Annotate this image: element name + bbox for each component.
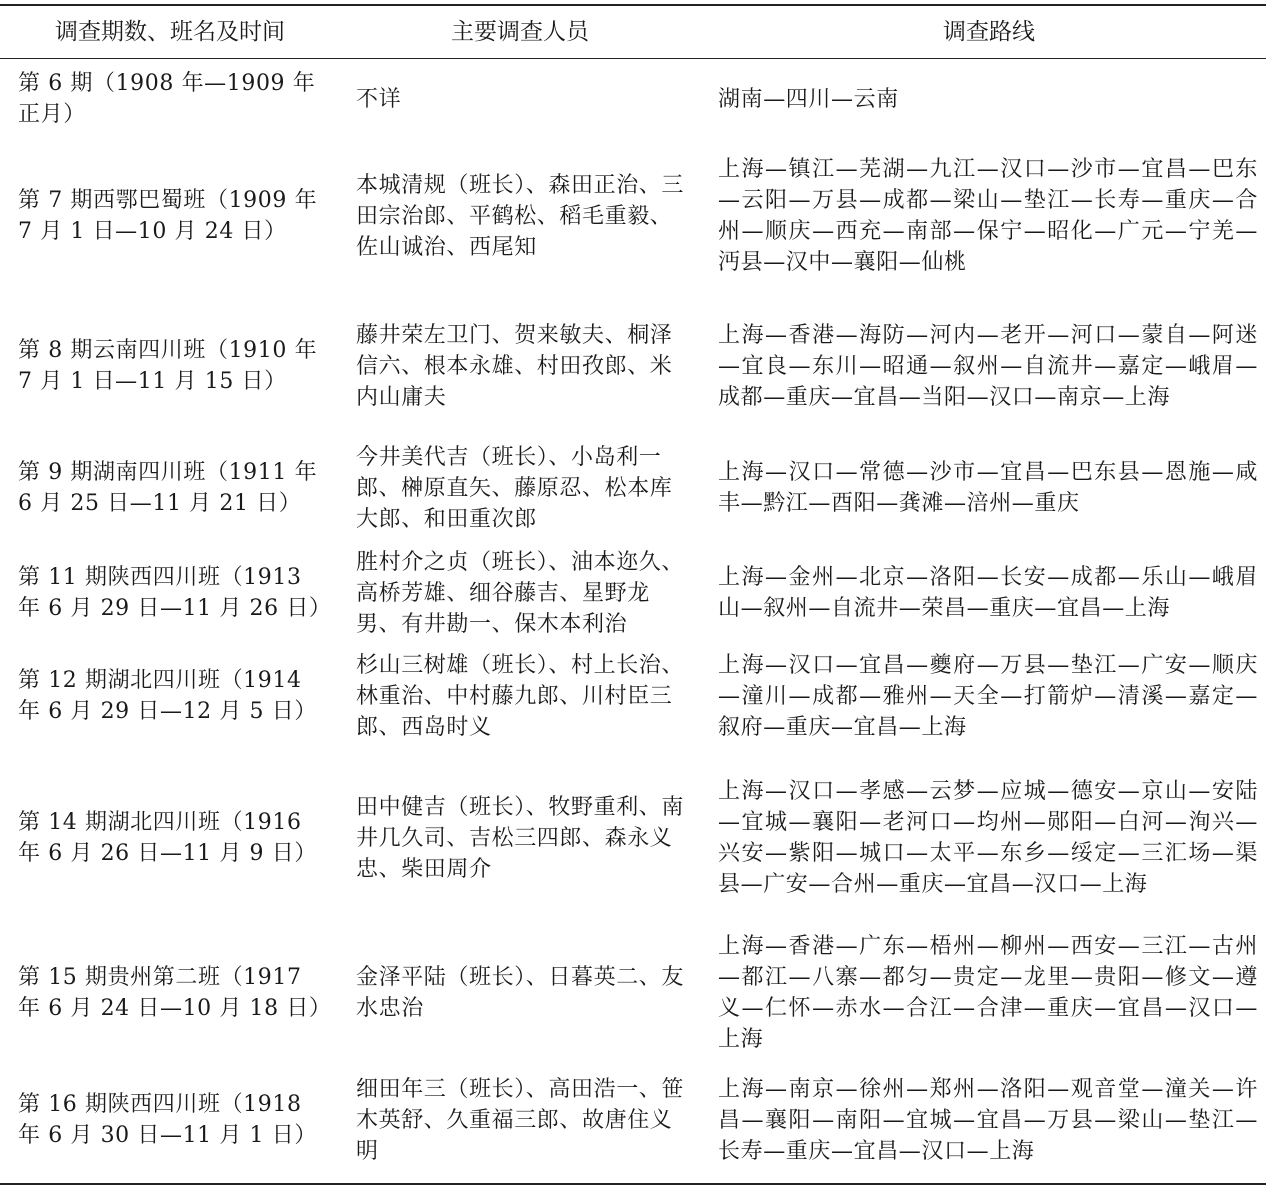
period-cell: 第 15 期贵州第二班（1917 年 6 月 24 日—10 月 18 日） [18, 965, 332, 1021]
table-row [0, 300, 1266, 432]
period-cell: 第 8 期云南四川班（1910 年 7 月 1 日—11 月 15 日） [18, 338, 318, 394]
members-cell: 金泽平陆（班长）、日暮英二、友水忠治 [356, 965, 685, 1021]
header-period: 调查期数、班名及时间 [55, 19, 285, 45]
period-cell: 第 12 期湖北四川班（1914 年 6 月 29 日—12 月 5 日） [18, 668, 317, 724]
table-row [0, 543, 1266, 643]
members-cell: 今井美代吉（班长）、小岛利一郎、榊原直矢、藤原忍、松本库大郎、和田重次郎 [356, 444, 673, 532]
table-row [0, 928, 1266, 1058]
table-row [0, 438, 1266, 538]
route-cell: 上海—汉口—孝感—云梦—应城—德安—京山—安陆—宜城—襄阳—老河口—均州—郧阳—白河—洵兴—兴安—紫阳—城口—太平—东乡—绥定—三汇场—渠县—广安—合州—重庆—宜昌—汉口—上海 [718, 779, 1258, 897]
period-cell: 第 9 期湖南四川班（1911 年 6 月 25 日—11 月 21 日） [18, 460, 318, 516]
route-cell: 上海—汉口—宜昌—夔府—万县—垫江—广安—顺庆—潼川—成都—雅州—天全—打箭炉—清溪—嘉定—叙府—重庆—宜昌—上海 [718, 652, 1258, 740]
route-cell: 湖南—四川—云南 [718, 86, 899, 112]
members-cell: 胜村介之贞（班长）、油本迩久、高桥芳雄、细谷藤吉、星野龙男、有井勘一、保木本利治 [356, 549, 685, 637]
table-row [0, 136, 1266, 296]
table-header-row [0, 6, 1266, 58]
period-cell: 第 14 期湖北四川班（1916 年 6 月 26 日—11 月 9 日） [18, 810, 317, 866]
route-cell: 上海—南京—徐州—郑州—洛阳—观音堂—潼关—许昌—襄阳—南阳—宜城—宜昌—万县—梁山—垫江—长寿—重庆—宜昌—汉口—上海 [718, 1076, 1258, 1164]
members-cell: 杉山三树雄（班长）、村上长治、林重治、中村藤九郎、川村臣三郎、西岛时义 [356, 652, 685, 740]
table-bottom-rule [0, 1183, 1266, 1185]
route-cell: 上海—香港—广东—梧州—柳州—西安—三江—古州—都江—八寨—都匀—贵定—龙里—贵阳—修文—遵义—仁怀—赤水—合江—合津—重庆—宜昌—汉口—上海 [718, 934, 1258, 1052]
members-cell: 藤井荣左卫门、贺来敏夫、桐泽信六、根本永雄、村田孜郎、米内山庸夫 [356, 322, 673, 410]
period-cell: 第 6 期（1908 年—1909 年正月） [18, 71, 316, 127]
period-cell: 第 7 期西鄂巴蜀班（1909 年 7 月 1 日—10 月 24 日） [18, 188, 318, 244]
period-cell: 第 11 期陕西四川班（1913 年 6 月 29 日—11 月 26 日） [18, 565, 332, 621]
header-route: 调查路线 [943, 19, 1035, 45]
table-row [0, 1070, 1266, 1170]
header-members: 主要调查人员 [451, 19, 589, 45]
members-cell: 本城清规（班长）、森田正治、三田宗治郎、平鹤松、稻毛重毅、佐山诚治、西尾知 [356, 172, 685, 260]
members-cell: 田中健吉（班长）、牧野重利、南井几久司、吉松三四郎、森永义忠、柴田周介 [356, 794, 685, 882]
members-cell: 不详 [356, 86, 402, 112]
table-row [0, 758, 1266, 918]
members-cell: 细田年三（班长）、高田浩一、笹木英舒、久重福三郎、故唐住义明 [356, 1076, 685, 1164]
table-row [0, 647, 1266, 745]
period-cell: 第 16 期陕西四川班（1918 年 6 月 30 日—11 月 1 日） [18, 1092, 317, 1148]
table-row [0, 64, 1266, 134]
route-cell: 上海—汉口—常德—沙市—宜昌—巴东县—恩施—咸丰—黔江—酉阳—龚滩—涪州—重庆 [718, 460, 1258, 516]
route-cell: 上海—香港—海防—河内—老开—河口—蒙自—阿迷—宜良—东川—昭通—叙州—自流井—嘉定—峨眉—成都—重庆—宜昌—当阳—汉口—南京—上海 [718, 322, 1258, 410]
table-header-rule [0, 58, 1266, 59]
route-cell: 上海—镇江—芜湖—九江—汉口—沙市—宜昌—巴东—云阳—万县—成都—梁山—垫江—长寿—重庆—合州—顺庆—西充—南部—保宁—昭化—广元—宁羌—沔县—汉中—襄阳—仙桃 [718, 157, 1258, 275]
route-cell: 上海—金州—北京—洛阳—长安—成都—乐山—峨眉山—叙州—自流井—荣昌—重庆—宜昌—上海 [718, 565, 1258, 621]
